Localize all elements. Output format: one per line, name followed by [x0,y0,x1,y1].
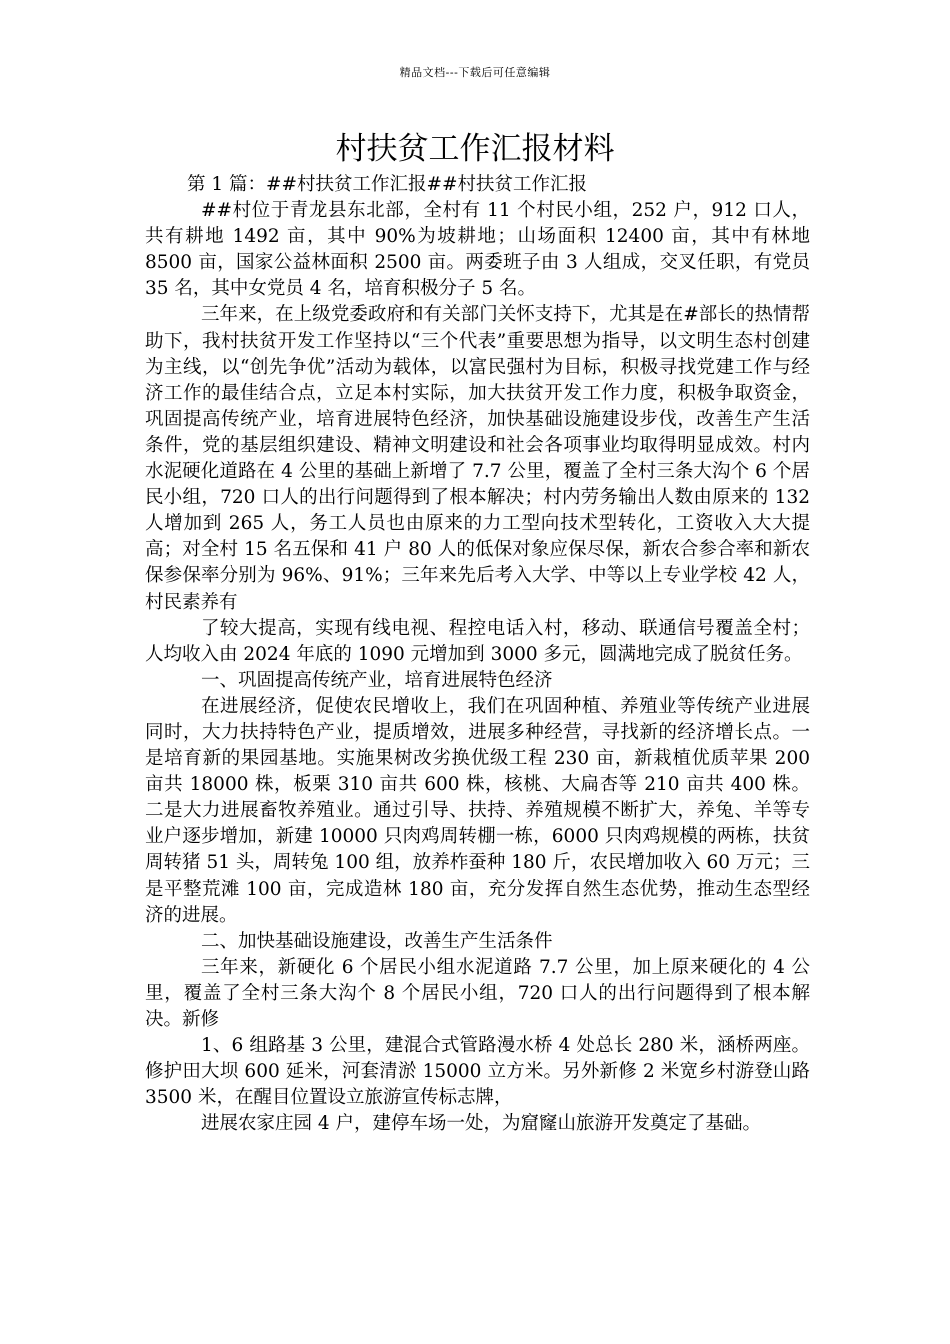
paragraph: 进展农家庄园 4 户，建停车场一处，为窟窿山旅游开发奠定了基础。 [201,1113,762,1135]
section-heading: 一、巩固提高传统产业，培育进展特色经济 [201,669,553,691]
document-title: 村扶贫工作汇报材料 [335,131,615,167]
paragraph: 了较大提高，实现有线电视、程控电话入村，移动、联通信号覆盖全村；人均收入由 2024 年底的 1090 元增加到 3000 多元，圆满地完成了脱贫任务。 [145,617,810,665]
page-header: 精品文档---下载后可任意编辑 [399,66,551,79]
document-body [145,172,810,1137]
paragraph: ##村位于青龙县东北部，全村有 11 个村民小组，252 户，912 口人，共有耕地 1492 亩，其中 90%为坡耕地；山场面积 12400 亩，其中有林地 8500 亩，国家公益林面积 2500 亩。两委班子由 3 人组成，交叉任职，有党员 35 名，其中女党员 4 名，培育积极分子 5 名。 [145,200,810,300]
paragraph: 1、6 组路基 3 公里，建混合式管路漫水桥 4 处总长 280 米，涵桥两座。修护田大坝 600 延米，河套清淤 15000 立方米。另外新修 2 米宽乡村游登山路 3500 米，在醒目位置设立旅游宣传标志牌， [145,1035,810,1109]
paragraph: 三年来，在上级党委政府和有关部门关怀支持下，尤其是在#部长的热情帮助下，我村扶贫开发工作坚持以“三个代表”重要思想为指导，以文明生态村创建为主线，以“创先争优”活动为载体，以富民强村为目标，积极寻找党建工作与经济工作的最佳结合点，立足本村实际，加大扶贫开发工作力度，积极争取资金，巩固提高传统产业，培育进展特色经济，加快基础设施建设步伐，改善生产生活条件，党的基层组织建设、精神文明建设和社会各项事业均取得明显成效。村内水泥硬化道路在 4 公里的基础上新增了 7.7 公里，覆盖了全村三条大沟个 6 个居民小组，720 口人的出行问题得到了根本解决；村内劳务输出人数由原来的 132 人增加到 265 人，务工人员也由原来的力工型向技术型转化，工资收入大大提高；对全村 15 名五保和 41 户 80 人的低保对象应保尽保，新农合参合率和新农保参保率分别为 96%、91%；三年来先后考入大学、中等以上专业学校 42 人，村民素养有 [145,304,810,613]
section-heading: 二、加快基础设施建设，改善生产生活条件 [201,930,553,952]
paragraph: 三年来，新硬化 6 个居民小组水泥道路 7.7 公里，加上原来硬化的 4 公里，覆盖了全村三条大沟个 8 个居民小组，720 口人的出行问题得到了根本解决。新修 [145,956,810,1030]
paragraph: 在进展经济，促使农民增收上，我们在巩固种植、养殖业等传统产业进展同时，大力扶持特色产业，提质增效，进展多种经营，寻找新的经济增长点。一是培育新的果园基地。实施果树改劣换优级工程 230 亩，新栽植优质苹果 200 亩共 18000 株，板栗 310 亩共 600 株，核桃、大扁杏等 210 亩共 400 株。二是大力进展畜牧养殖业。通过引导、扶持、养殖规模不断扩大，养兔、羊等专业户逐步增加，新建 10000 只肉鸡周转棚一栋，6000 只肉鸡规模的两栋，扶贫周转猪 51 头，周转兔 100 组，放养柞蚕种 180 斤，农民增加收入 60 万元；三是平整荒滩 100 亩，完成造林 180 亩，充分发挥自然生态优势，推动生态型经济的进展。 [145,695,810,926]
section-heading: 第 1 篇：##村扶贫工作汇报##村扶贫工作汇报 [187,174,588,195]
